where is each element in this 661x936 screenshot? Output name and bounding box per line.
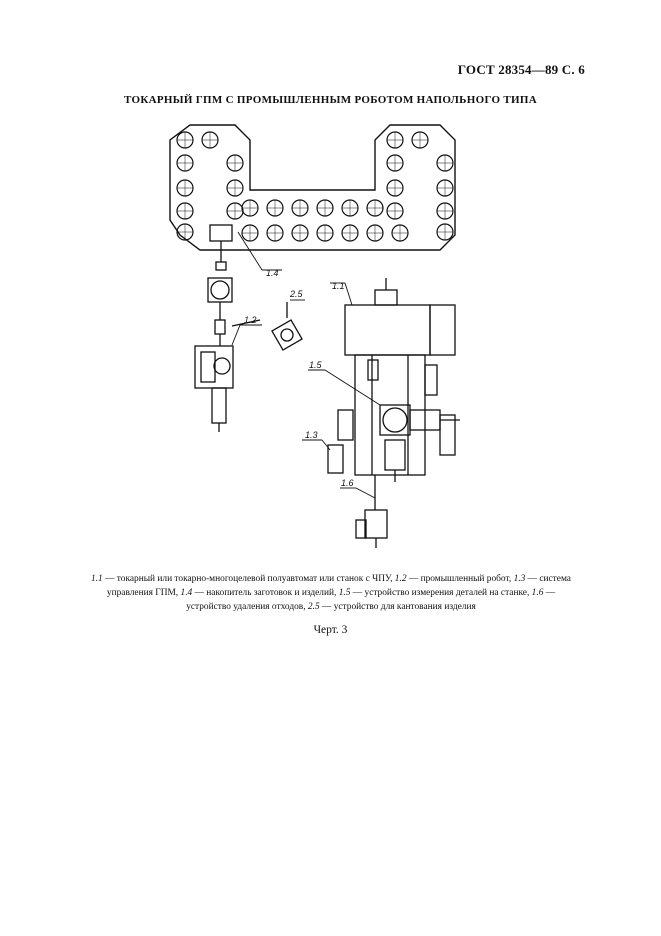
control-system-cabinet	[328, 445, 343, 473]
label-1-4: 1.4	[266, 268, 279, 278]
legend-item: 1.4 — накопитель заготовок и изделий,	[180, 588, 339, 598]
document-reference: ГОСТ 28354—89 С. 6	[457, 62, 585, 77]
figure-title: ТОКАРНЫЙ ГПМ С ПРОМЫШЛЕННЫМ РОБОТОМ НАПОЛЬНОГО ТИПА	[124, 94, 537, 106]
legend-item: 2.5 — устройство для кантования изделия	[307, 602, 476, 612]
label-1-5: 1.5	[309, 360, 322, 370]
machine-headstock	[345, 305, 430, 355]
label-2-5: 2.5	[290, 289, 303, 299]
chip-removal-unit	[365, 510, 387, 538]
figure-number: Черт. 3	[313, 624, 348, 636]
legend-item: 1.1 — токарный или токарно-многоцелевой полуавтомат или станок с ЧПУ,	[91, 574, 395, 584]
magazine-gripper	[210, 225, 232, 241]
tilting-device	[272, 320, 302, 350]
label-1-2: 1.2	[244, 315, 257, 325]
legend-item: 1.5 — устройство измерения деталей на станке,	[338, 588, 532, 598]
label-1-3: 1.3	[305, 430, 318, 440]
legend-item: 1.3 — система управления ГПМ,	[106, 574, 571, 598]
figure-legend	[84, 572, 578, 614]
storage-magazine-outline	[170, 125, 455, 250]
label-1-1: 1.1	[332, 281, 345, 291]
legend-item: 1.2 — промышленный робот,	[394, 574, 514, 584]
machine-bed	[355, 355, 425, 475]
label-1-6: 1.6	[341, 478, 354, 488]
legend-item: 1.6 — устройство удаления отходов,	[186, 588, 556, 612]
